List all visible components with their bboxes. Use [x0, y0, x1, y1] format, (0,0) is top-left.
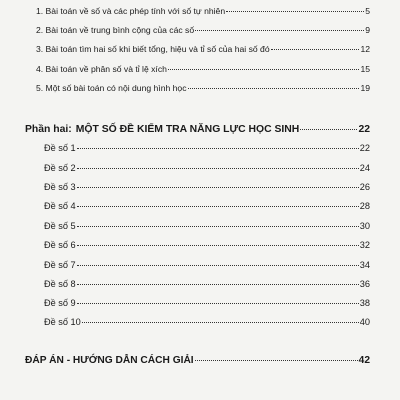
toc-entry: [36, 6, 370, 16]
toc-entry-label: Đề số 1: [44, 143, 76, 153]
toc-entry-label: Đề số 7: [44, 260, 76, 270]
toc-entry-label: Đề số 8: [44, 279, 76, 289]
toc-entry-label: Đề số 6: [44, 240, 76, 250]
toc-entry-label: Đề số 2: [44, 163, 76, 173]
dot-leader: [77, 148, 359, 149]
toc-entry-page: 12: [360, 44, 370, 54]
toc-entry-page: 36: [359, 279, 370, 289]
dot-leader: [300, 129, 357, 130]
toc-entry-label: 3. Bài toán tìm hai số khi biết tổng, hiệu và tỉ số của hai số đó: [36, 44, 270, 54]
toc-entry: [44, 201, 370, 211]
toc-entry-page: 34: [359, 260, 370, 270]
toc-entry: [44, 260, 370, 270]
section-heading: [25, 124, 370, 135]
toc-entry-page: 19: [360, 83, 370, 93]
dot-leader: [82, 322, 359, 323]
dot-leader: [77, 187, 359, 188]
toc-entry: [36, 44, 370, 54]
toc-entry: [44, 182, 370, 192]
section-heading-prefix: Phần hai:: [25, 124, 72, 135]
section-heading-page: 22: [358, 124, 370, 135]
toc-entry: [44, 317, 370, 327]
toc-entry-label: 4. Bài toán về phân số và tỉ lệ xích: [36, 64, 167, 74]
toc-entry: [44, 221, 370, 231]
dot-leader: [226, 11, 364, 12]
dot-leader: [77, 284, 359, 285]
toc-entry: [44, 279, 370, 289]
dot-leader: [168, 69, 360, 70]
answers-heading-title: ĐÁP ÁN - HƯỚNG DẪN CÁCH GIẢI: [25, 355, 194, 366]
dot-leader: [77, 245, 359, 246]
toc-entry-label: 2. Bài toán về trung bình cộng của các số: [36, 25, 195, 35]
toc-entry: [44, 298, 370, 308]
dot-leader: [77, 168, 359, 169]
toc-entry-page: 22: [359, 143, 370, 153]
answers-heading-page: 42: [358, 355, 370, 366]
dot-leader: [77, 265, 359, 266]
toc-entry-label: 5. Một số bài toán có nội dung hình học: [36, 83, 187, 93]
toc-entry-page: 5: [365, 6, 370, 16]
dot-leader: [77, 206, 359, 207]
toc-entry-page: 40: [359, 317, 370, 327]
dot-leader: [77, 226, 359, 227]
dot-leader: [195, 30, 364, 31]
toc-entry-page: 28: [359, 201, 370, 211]
toc-entry-label: Đề số 3: [44, 182, 76, 192]
toc-entry-label: Đề số 4: [44, 201, 76, 211]
dot-leader: [195, 360, 358, 361]
toc-entry-page: 30: [359, 221, 370, 231]
toc-entry: [44, 143, 370, 153]
toc-entry-page: 9: [365, 25, 370, 35]
answers-heading: [25, 355, 370, 366]
toc-entry: [44, 163, 370, 173]
dot-leader: [77, 303, 359, 304]
section-heading-title: MỘT SỐ ĐỀ KIỂM TRA NĂNG LỰC HỌC SINH: [75, 124, 300, 135]
dot-leader: [188, 88, 360, 89]
toc-entry-page: 24: [359, 163, 370, 173]
toc-entry-label: 1. Bài toán về số và các phép tính với số tự nhiên: [36, 6, 226, 16]
toc-entry-page: 32: [359, 240, 370, 250]
dot-leader: [271, 49, 360, 50]
toc-entry-page: 38: [359, 298, 370, 308]
toc-entry-page: 15: [360, 64, 370, 74]
toc-entry: [36, 64, 370, 74]
toc-entry: [36, 25, 370, 35]
toc-entry-page: 26: [359, 182, 370, 192]
toc-entry: [36, 83, 370, 93]
toc-entry-label: Đề số 5: [44, 221, 76, 231]
toc-entry-label: Đề số 10: [44, 317, 81, 327]
toc-entry: [44, 240, 370, 250]
toc-entry-label: Đề số 9: [44, 298, 76, 308]
